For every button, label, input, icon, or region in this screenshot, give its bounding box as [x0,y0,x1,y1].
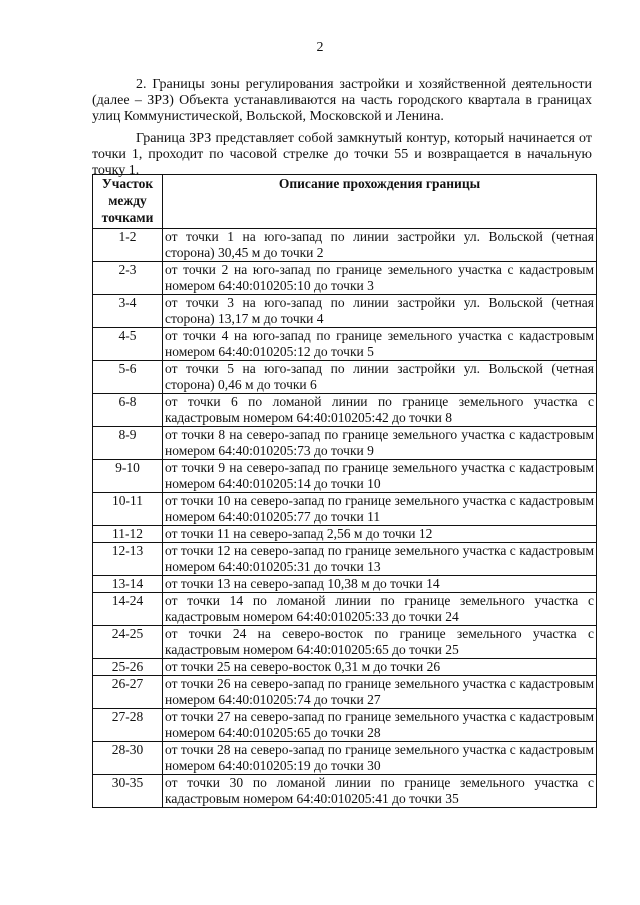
description-cell: от точки 9 на северо-запад по границе земельного участка с кадастровым номером 64:40:010205:14 до точки 10 [163,460,597,493]
description-cell: от точки 6 по ломаной линии по границе земельного участка с кадастровым номером 64:40:010205:42 до точки 8 [163,394,597,427]
segment-cell: 27-28 [93,709,163,742]
table-row [93,626,597,659]
table-row [93,659,597,676]
description-cell: от точки 1 на юго-запад по линии застройки ул. Вольской (четная сторона) 30,45 м до точки 2 [163,229,597,262]
description-cell: от точки 26 на северо-запад по границе земельного участка с кадастровым номером 64:40:010205:74 до точки 27 [163,676,597,709]
segment-cell: 10-11 [93,493,163,526]
table-row [93,775,597,808]
description-cell: от точки 5 на юго-запад по линии застройки ул. Вольской (четная сторона) 0,46 м до точки 6 [163,361,597,394]
boundary-table [92,174,597,808]
description-cell: от точки 14 по ломаной линии по границе земельного участка с кадастровым номером 64:40:010205:33 до точки 24 [163,593,597,626]
segment-cell: 25-26 [93,659,163,676]
paragraph-zrz-boundaries: 2. Границы зоны регулирования застройки и хозяйственной деятельности (далее – ЗРЗ) Объекта устанавливаются на часть городского квартала в границах улиц Коммунистической, Вольской, Московской и Ленина. [92,77,592,124]
table-row [93,295,597,328]
table-row [93,593,597,626]
segment-cell: 9-10 [93,460,163,493]
description-cell: от точки 12 на северо-запад по границе земельного участка с кадастровым номером 64:40:010205:31 до точки 13 [163,543,597,576]
description-cell: от точки 30 по ломаной линии по границе земельного участка с кадастровым номером 64:40:010205:41 до точки 35 [163,775,597,808]
description-cell: от точки 25 на северо-восток 0,31 м до точки 26 [163,659,597,676]
table-row [93,576,597,593]
segment-cell: 4-5 [93,328,163,361]
table-row [93,460,597,493]
header-segment-line: между [108,193,147,208]
header-segment [93,175,163,229]
page-number: 2 [316,40,324,55]
segment-cell: 3-4 [93,295,163,328]
segment-cell: 28-30 [93,742,163,775]
segment-cell: 26-27 [93,676,163,709]
segment-cell: 6-8 [93,394,163,427]
description-cell: от точки 3 на юго-запад по линии застройки ул. Вольской (четная сторона) 13,17 м до точки 4 [163,295,597,328]
segment-cell: 11-12 [93,526,163,543]
header-segment-line: точками [101,210,154,225]
paragraph-zrz-contour: Граница ЗРЗ представляет собой замкнутый контур, который начинается от точки 1, проходит по часовой стрелке до точки 55 и возвращается в начальную точку 1. [92,131,592,178]
segment-cell: 14-24 [93,593,163,626]
description-cell: от точки 2 на юго-запад по границе земельного участка с кадастровым номером 64:40:010205:10 до точки 3 [163,262,597,295]
segment-cell: 1-2 [93,229,163,262]
table-row [93,709,597,742]
segment-cell: 8-9 [93,427,163,460]
segment-cell: 30-35 [93,775,163,808]
segment-cell: 5-6 [93,361,163,394]
table-row [93,394,597,427]
segment-cell: 12-13 [93,543,163,576]
table-row [93,427,597,460]
segment-cell: 13-14 [93,576,163,593]
description-cell: от точки 27 на северо-запад по границе земельного участка с кадастровым номером 64:40:010205:65 до точки 28 [163,709,597,742]
table-row [93,229,597,262]
description-cell: от точки 10 на северо-запад по границе земельного участка с кадастровым номером 64:40:010205:77 до точки 11 [163,493,597,526]
description-cell: от точки 24 на северо-восток по границе земельного участка с кадастровым номером 64:40:010205:65 до точки 25 [163,626,597,659]
description-cell: от точки 13 на северо-запад 10,38 м до точки 14 [163,576,597,593]
table-header-row [93,175,597,229]
header-segment-line: Участок [101,176,154,191]
description-cell: от точки 4 на юго-запад по границе земельного участка с кадастровым номером 64:40:010205:12 до точки 5 [163,328,597,361]
header-description: Описание прохождения границы [163,175,597,229]
segment-cell: 2-3 [93,262,163,295]
table-row [93,742,597,775]
table-row [93,543,597,576]
table-row [93,493,597,526]
table-row [93,328,597,361]
table-row [93,526,597,543]
description-cell: от точки 28 на северо-запад по границе земельного участка с кадастровым номером 64:40:010205:19 до точки 30 [163,742,597,775]
table-row [93,361,597,394]
description-cell: от точки 11 на северо-запад 2,56 м до точки 12 [163,526,597,543]
table-row [93,262,597,295]
description-cell: от точки 8 на северо-запад по границе земельного участка с кадастровым номером 64:40:010205:73 до точки 9 [163,427,597,460]
segment-cell: 24-25 [93,626,163,659]
table-row [93,676,597,709]
